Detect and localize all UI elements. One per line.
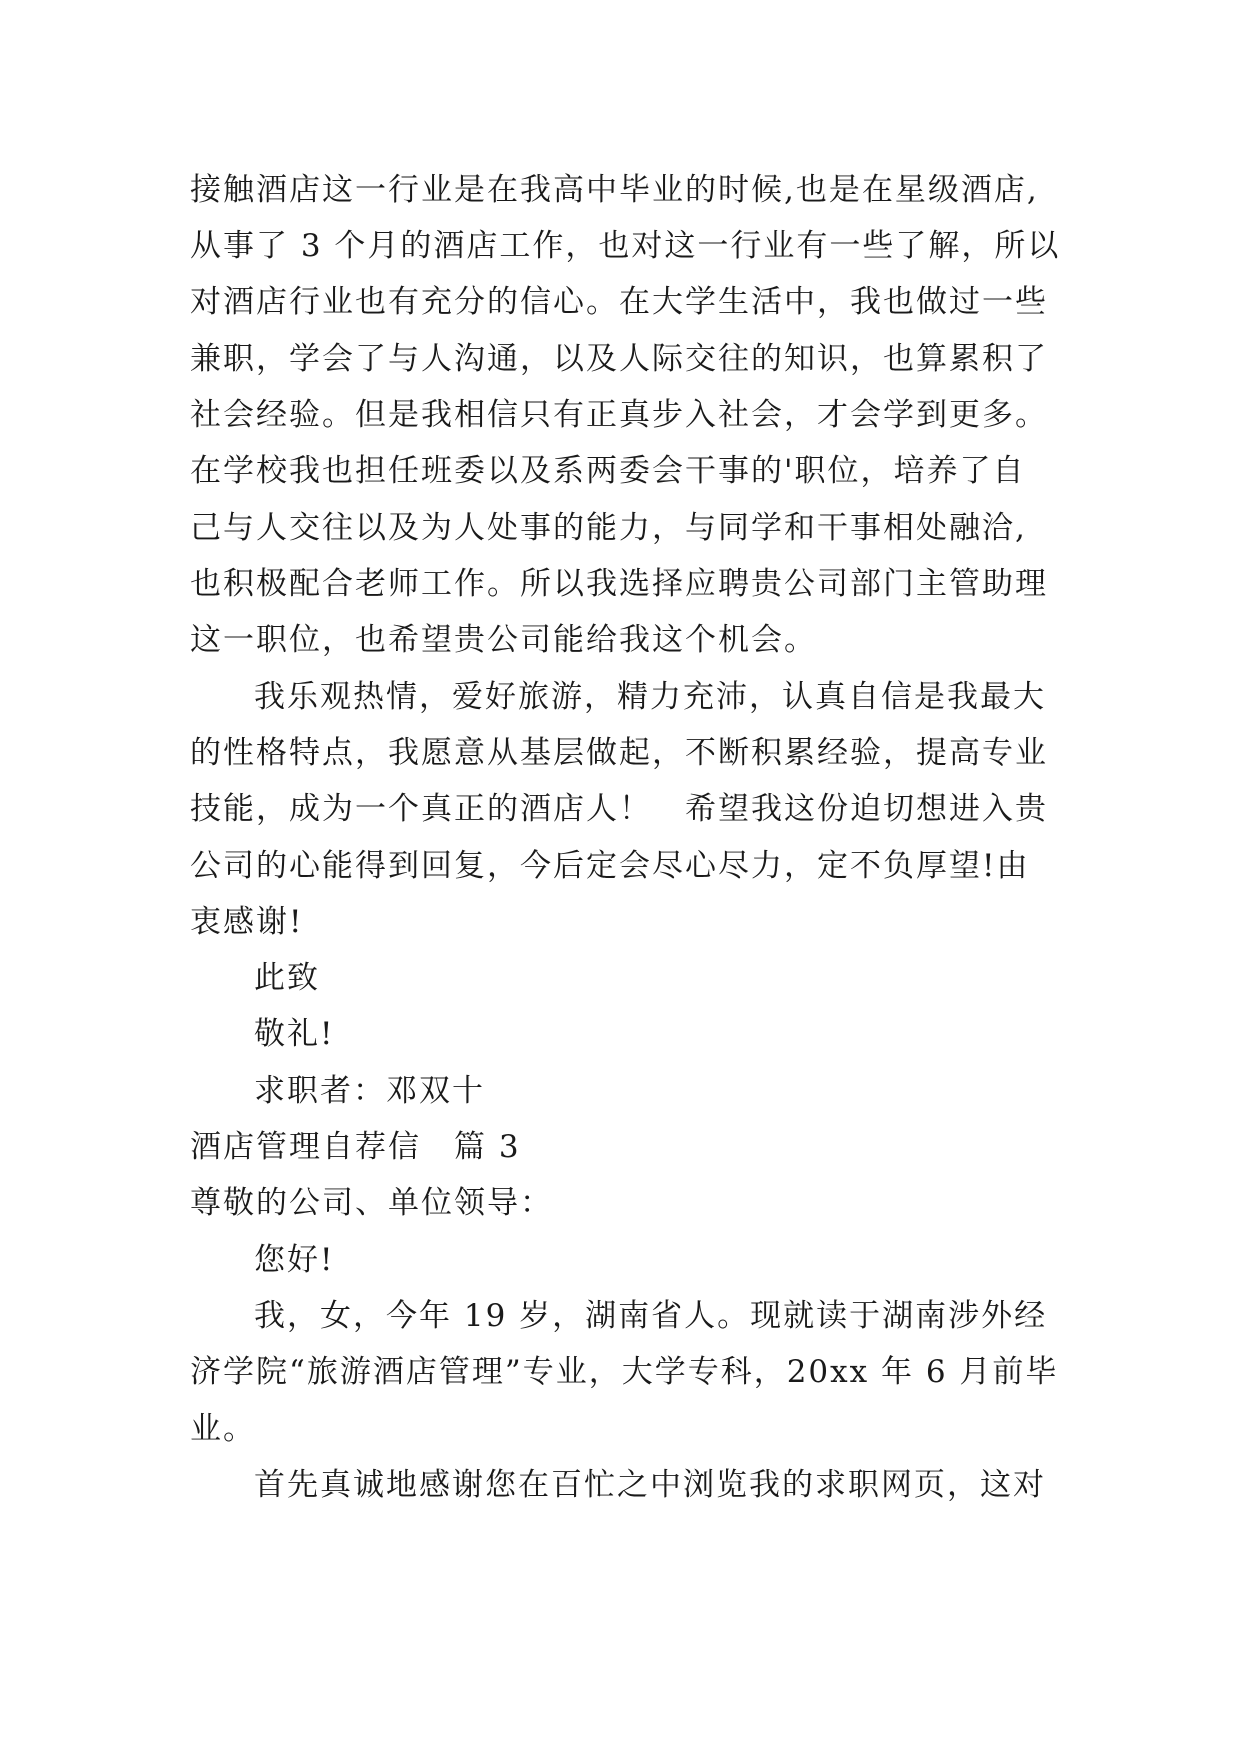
salutation: 尊敬的公司、单位领导： xyxy=(190,1185,553,1221)
text-line: 对酒店行业也有充分的信心。在大学生活中，我也做过一些 xyxy=(190,284,1048,320)
signature-line: 求职者：邓双十 xyxy=(254,1073,485,1109)
text-line: 衷感谢! xyxy=(190,904,304,940)
text-line: 业。 xyxy=(190,1411,256,1447)
closing-regards: 敬礼! xyxy=(254,1016,335,1052)
paragraph-start-line: 我，女，今年 19 岁，湖南省人。现就读于湖南涉外经 xyxy=(254,1298,1048,1334)
closing-salutation: 此致 xyxy=(254,960,320,996)
text-line: 的性格特点，我愿意从基层做起，不断积累经验，提高专业 xyxy=(190,735,1048,771)
text-line: 接触酒店这一行业是在我高中毕业的时候,也是在星级酒店, xyxy=(190,172,1039,208)
text-line: 己与人交往以及为人处事的能力，与同学和干事相处融洽, xyxy=(190,510,1027,546)
greeting: 您好! xyxy=(254,1242,335,1278)
text-line: 技能，成为一个真正的酒店人！ 希望我这份迫切想进入贵 xyxy=(190,791,1048,827)
text-line: 社会经验。但是我相信只有正真步入社会，才会学到更多。 xyxy=(190,397,1048,433)
text-line: 兼职，学会了与人沟通，以及人际交往的知识，也算累积了 xyxy=(190,341,1048,377)
text-line: 济学院“旅游酒店管理”专业，大学专科，20xx 年 6 月前毕 xyxy=(190,1354,1059,1390)
paragraph-start-line: 我乐观热情，爱好旅游，精力充沛，认真自信是我最大 xyxy=(254,679,1046,715)
text-line: 也积极配合老师工作。所以我选择应聘贵公司部门主管助理 xyxy=(190,566,1048,602)
text-line: 从事了 3 个月的酒店工作，也对这一行业有一些了解，所以 xyxy=(190,228,1061,264)
paragraph-start-line: 首先真诚地感谢您在百忙之中浏览我的求职网页，这对 xyxy=(254,1467,1046,1503)
text-line: 这一职位，也希望贵公司能给我这个机会。 xyxy=(190,622,817,658)
text-line: 在学校我也担任班委以及系两委会干事的'职位，培养了自 xyxy=(190,453,1026,489)
section-heading: 酒店管理自荐信 篇 3 xyxy=(190,1129,521,1165)
text-line: 公司的心能得到回复，今后定会尽心尽力，定不负厚望!由 xyxy=(190,848,1030,884)
